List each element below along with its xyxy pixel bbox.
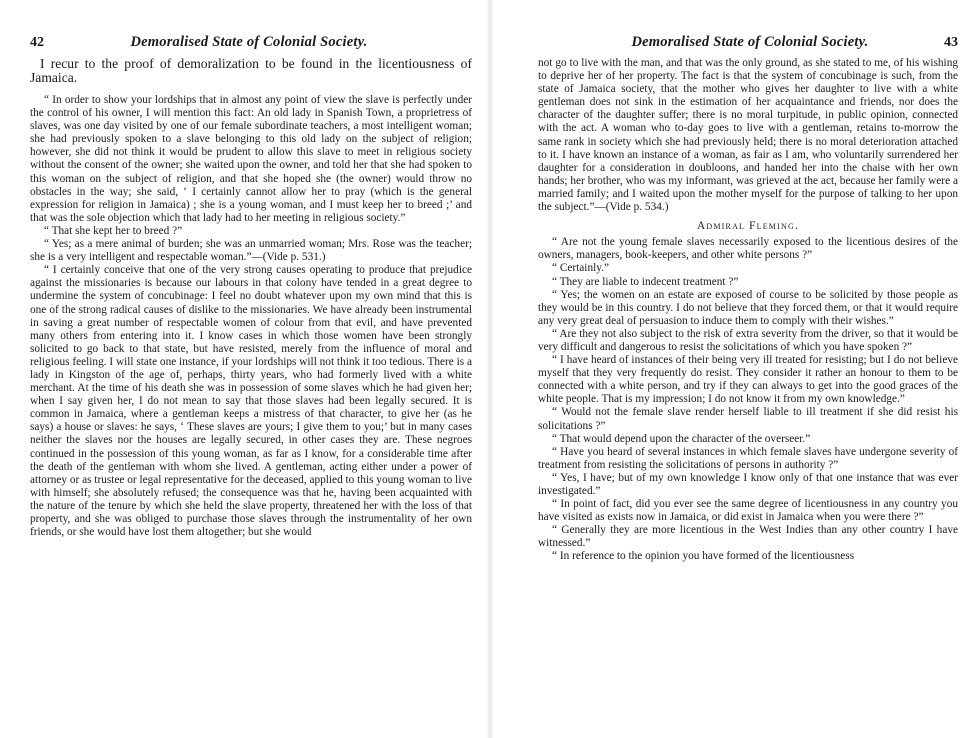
right-paragraph: “ Yes, I have; but of my own knowledge I know only of that one instance that was ever investigated.” [538,471,958,497]
right-paragraph: “ In point of fact, did you ever see the same degree of licentiousness in any country you have visited as exists now in Jamaica, or did exist in Jamaica when you were there ?” [538,498,958,524]
right-paragraph: “ Would not the female slave render herself liable to ill treatment if she did resist his solicitations ?” [538,406,958,432]
right-paragraph: “ Are not the young female slaves necessarily exposed to the licentious desires of the owners, managers, book-keepers, and other white persons ?” [538,236,958,262]
right-running-head: Demoralised State of Colonial Society. [631,34,869,50]
right-paragraph: “ Generally they are more licentious in the West Indies than any other country I have witnessed.” [538,524,958,550]
right-paragraph: not go to live with the man, and that was the only ground, as she stated to me, of his wishing to deprive her of her property. The fact is that the system of concubinage is such, from the state of Jamaica society, that the mother who gives her daughter to live with a white gentleman does not sink in the estimation of her acquaintance and friends, nor does the character of the daughter suffer; there is no moral turpitude, in public opinion, connected with the act. A woman who to-day goes to live with a gentleman, retains to-morrow the same rank in society which she had previously held; there is no moral deterioration attached to it. I have known an instance of a woman, as fair as I am, who voluntarily surrendered her daughter for a consideration in doubloons, and handed her into the chaise with her own hands; her brother, who was my informant, was grieved at the act, because her family were a married family; and I waited upon the mother myself for the purpose of talking to her upon the subject.”—(Vide p. 534.) [538,57,958,214]
left-paragraph: “ In order to show your lordships that in almost any point of view the slave is perfectly under the control of his owner, I will mention this fact: An old lady in Spanish Town, a proprietress of slaves, was one day visited by one of our female subordinate teachers, a most intelligent woman; she had previously spoken to a slave belonging to this old lady on the subject of religion; however, she did not think it would be prudent to allow this slave to meet in religious society without the consent of the owner; she waited upon the owner, and told her that she had spoken to this woman on the subject of religion, and that she hoped she (the owner) would throw no obstacles in the way; she said, ‘ I certainly cannot allow her to pray (which is the general expression for religion in Jamaica) ; she is a young woman, and I must keep her to breed ;’ and that was the sole objection which that lady had to her meeting in religious society.” [30,94,472,224]
right-page [490,0,980,738]
left-paragraph: “ That she kept her to breed ?” [44,224,183,237]
left-paragraph: “ Yes; as a mere animal of burden; she was an unmarried woman; Mrs. Rose was the teacher; she is a very intelligent and respectable woman.”—(Vide p. 531.) [30,238,472,264]
left-page-header [30,34,472,51]
right-page-number: 43 [943,35,958,50]
right-paragraph: “ In reference to the opinion you have formed of the licentiousness [552,550,855,563]
right-page-header [538,34,958,51]
right-paragraph: “ Yes; the women on an estate are exposed of course to be solicited by those people as they would be in this country. I do not believe that they forced them, or that it would require any very great deal of persuasion to induce them to comply with their wishes.” [538,288,958,327]
right-paragraph: “ Certainly.” [552,262,609,275]
left-intro-paragraph: I recur to the proof of demoralization to be found in the licentiousness of Jamaica. [30,56,472,85]
right-paragraph: “ Have you heard of several instances in which female slaves have undergone severity of treatment from resisting the solicitations of persons in authority ?” [538,445,958,471]
right-paragraph: “ That would depend upon the character of the overseer.” [552,432,811,445]
right-paragraph: “ They are liable to indecent treatment ?” [552,275,739,288]
right-paragraph: “ Are they not also subject to the risk of extra severity from the driver, so that it would be very difficult and dangerous to resist the solicitations of which you have spoken ?” [538,327,958,353]
section-heading: Admiral Fleming. [697,220,799,233]
right-paragraph: “ I have heard of instances of their being very ill treated for resisting; but I do not believe myself that they very frequently do resist. They consider it rather an honour to them to be connected with a white person, and try if they can always to get into the good graces of the white people. That is my impression; I do not know it from my own knowledge.” [538,354,958,406]
left-running-head: Demoralised State of Colonial Society. [130,34,368,50]
left-paragraph: “ I certainly conceive that one of the very strong causes operating to produce that prejudice against the missionaries is because our labours in that colony have tended in a great degree to undermine the system of concubinage: I feel no doubt whatever upon my own mind that this is one of the strong radical causes of dislike to the missionaries. We have already been instrumental in saving a great number of respectable women of colour from that evil, and have prevented many others from entering into it. I know cases in which those women have been strongly solicited to go back to that state, but have resisted, merely from the influence of moral and religious feeling. I will state one instance, if your lordships will not think it too tedious. There is a lady in Kingston of the age of, perhaps, thirty years, who had formerly lived with a white merchant. At the time of his death she was in possession of some slaves which he had given her; when I say given her, I do not mean to say that those slaves had been legally secured. It is common in Jamaica, where a gentleman keeps a mistress of that character, to give her (as he says) a house or slaves: he says, ‘ These slaves are yours; I give them to you;’ but in many cases neither the slaves nor the houses are legally secured, in other cases they are. These negroes continued in the possession of this young woman, as far as I know, for a considerable time after the death of the gentleman with whom she lived. A gentleman, acting either under a power of attorney or as trustee or legal representative for the deceased, applied to this young woman to live with himself; she absolutely refused; the consequence was that he, having been acquainted with the nature of the tenure by which she held the slave property, threatened her with the loss of that property, and she was obliged to purchase those slaves through the instrumentality of her own friends, or she would have lost them altogether; but she would [30,264,472,539]
left-page-number: 42 [30,35,44,50]
